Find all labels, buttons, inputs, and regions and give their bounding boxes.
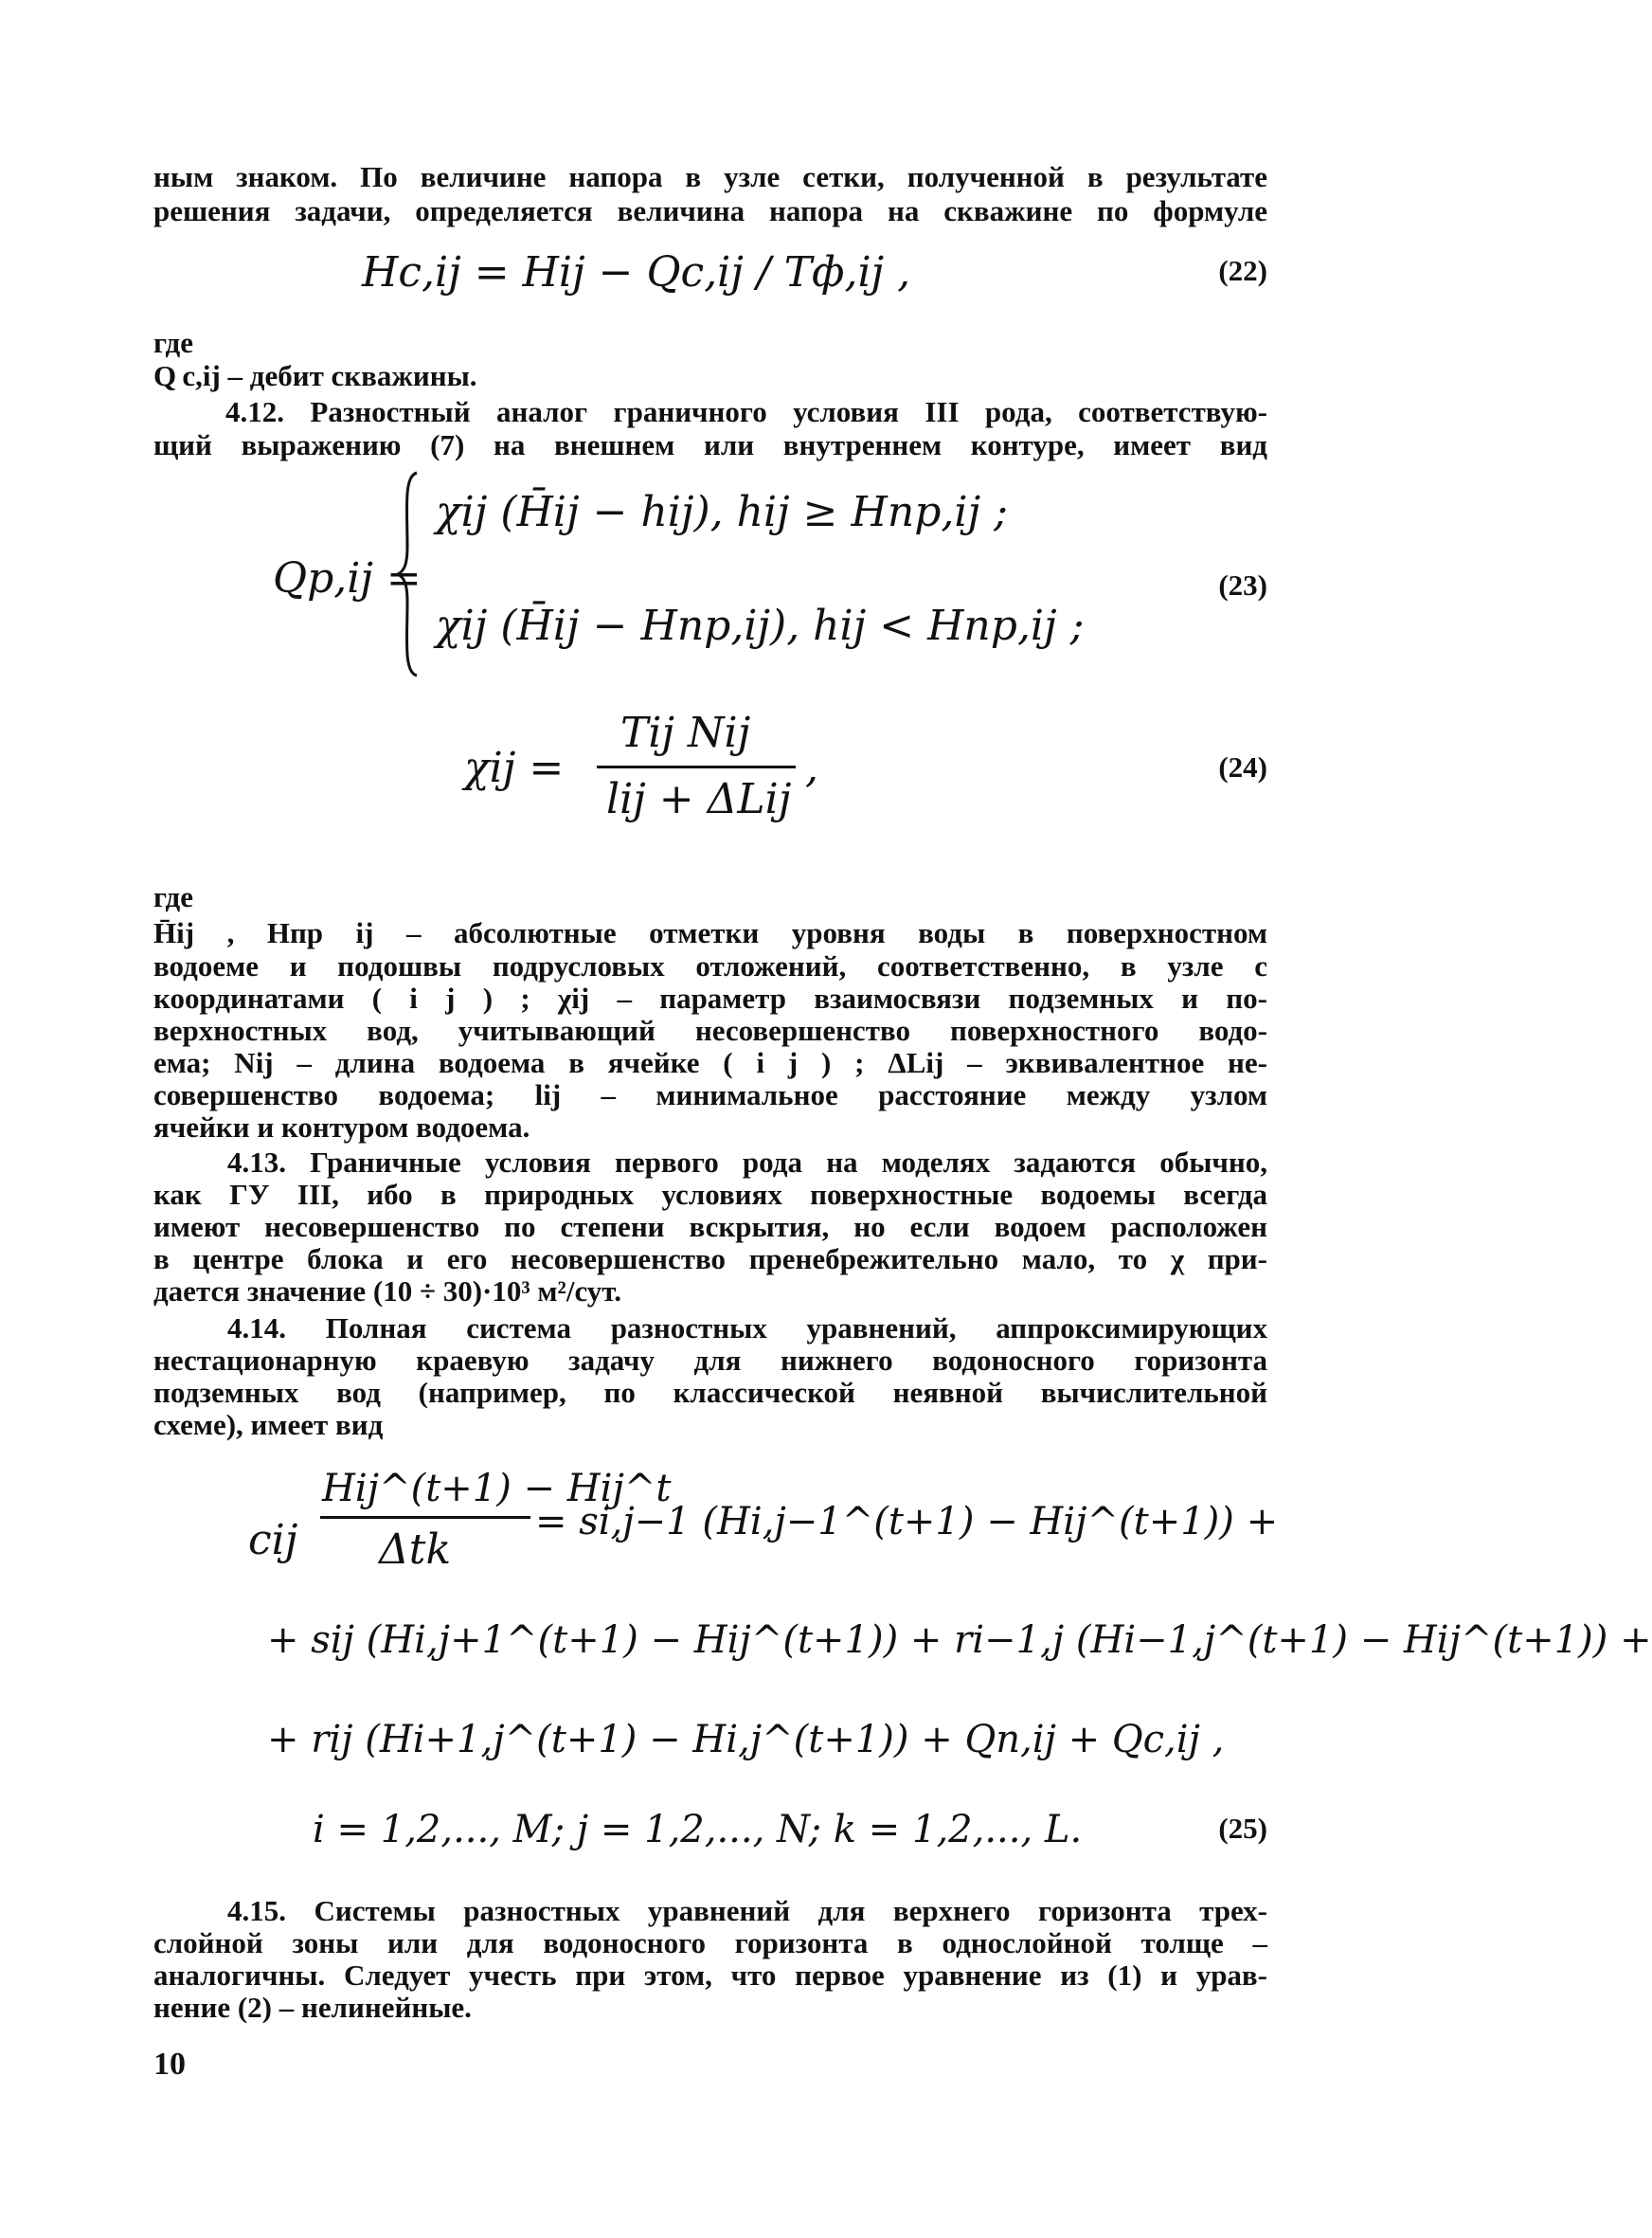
equation-23-case-1: χij (H̄ij − hij), hij ≥ Hпр,ij ; — [436, 488, 1008, 536]
equation-25-line-3: + rij (Hi+1,j^(t+1) − Hi,j^(t+1)) + Qп,ij + Qc,ij , — [267, 1718, 1225, 1761]
equation-23-case-2: χij (H̄ij − Hпр,ij), hij < Hпр,ij ; — [436, 602, 1085, 650]
text-line: 4.13. Граничные условия первого рода на моделях задаются обычно, — [227, 1146, 1267, 1179]
fraction-bar — [320, 1516, 530, 1519]
equation-number-22: (22) — [1218, 254, 1267, 287]
left-brace-icon — [396, 471, 419, 677]
text-line: 4.12. Разностный аналог граничного условия III рода, соответствую- — [225, 395, 1267, 428]
text-line: дается значение (10 ÷ 30)·10³ м²/сут. — [153, 1274, 621, 1308]
equation-24-denominator: lij + ΔLij — [606, 775, 792, 823]
text-line: решения задачи, определяется величина напора на скважине по формуле — [153, 194, 1267, 227]
equation-number-25: (25) — [1218, 1812, 1267, 1845]
equation-number-23: (23) — [1218, 569, 1267, 602]
equation-25-denominator: Δtk — [379, 1525, 452, 1574]
equation-24-numerator: Tij Nij — [620, 709, 751, 757]
text-line: водоеме и подошвы подрусловых отложений, соответственно, в узле с — [153, 949, 1267, 983]
text-line: ячейки и контуром водоема. — [153, 1110, 530, 1144]
text-line: где — [153, 880, 193, 913]
text-line: координатами ( i j ) ; χij – параметр взаимосвязи подземных и по- — [153, 982, 1267, 1015]
text-line: схеме), имеет вид — [153, 1408, 384, 1441]
equation-23-lhs: Qp,ij = — [273, 554, 422, 603]
text-line: верхностных вод, учитывающий несовершенство поверхностного водо- — [153, 1014, 1267, 1047]
equation-25-lhs: cij — [248, 1516, 298, 1564]
text-line: слойной зоны или для водоносного горизонта в однослойной толще – — [153, 1926, 1267, 1959]
text-line: ема; Nij – длина водоема в ячейке ( i j ) ; ΔLij – эквивалентное не- — [153, 1046, 1267, 1079]
text-line: 4.15. Системы разностных уравнений для верхнего горизонта трех- — [227, 1894, 1267, 1927]
text-line: 4.14. Полная система разностных уравнений, аппроксимирующих — [227, 1311, 1267, 1345]
text-line: ным знаком. По величине напора в узле сетки, полученной в результате — [153, 160, 1267, 193]
text-line: аналогичны. Следует учесть при этом, что первое уравнение из (1) и урав- — [153, 1958, 1267, 1992]
text-line: щий выражению (7) на внешнем или внутреннем контуре, имеет вид — [153, 428, 1267, 461]
text-line: нестационарную краевую задачу для нижнего водоносного горизонта — [153, 1344, 1267, 1377]
text-line: H̄ij , Hпр ij – абсолютные отметки уровня воды в поверхностном — [153, 916, 1267, 949]
equation-25-line-2: + sij (Hi,j+1^(t+1) − Hij^(t+1)) + ri−1,j (Hi−1,j^(t+1) − Hij^(t+1)) + — [267, 1618, 1652, 1662]
equation-24-lhs: χij = — [464, 744, 565, 792]
text-line: как ГУ III, ибо в природных условиях поверхностные водоемы всегда — [153, 1178, 1267, 1211]
text-line: нение (2) – нелинейные. — [153, 1991, 472, 2024]
equation-number-24: (24) — [1218, 750, 1267, 784]
equation-25-rhs: = si,j−1 (Hi,j−1^(t+1) − Hij^(t+1)) + — [535, 1500, 1279, 1543]
text-line: Q c,ij – дебит скважины. — [153, 359, 477, 392]
equation-25-indices: i = 1,2,..., M; j = 1,2,..., N; k = 1,2,..., L. — [313, 1808, 1083, 1851]
text-line: имеют несовершенство по степени вскрытия, но если водоем расположен — [153, 1210, 1267, 1243]
text-line: в центре блока и его несовершенство пренебрежительно мало, то χ при- — [153, 1242, 1267, 1275]
equation-25-numerator: Hij^(t+1) − Hij^t — [322, 1467, 672, 1510]
fraction-bar — [597, 766, 796, 768]
text-line: где — [153, 326, 193, 359]
text-line: совершенство водоема; lij – минимальное расстояние между узлом — [153, 1078, 1267, 1111]
equation-24-comma: , — [805, 744, 818, 792]
page-number: 10 — [153, 2047, 186, 2082]
text-line: подземных вод (например, по классической неявной вычислительной — [153, 1376, 1267, 1409]
equation-22: Hc,ij = Hij − Qc,ij / Tф,ij , — [362, 248, 911, 297]
